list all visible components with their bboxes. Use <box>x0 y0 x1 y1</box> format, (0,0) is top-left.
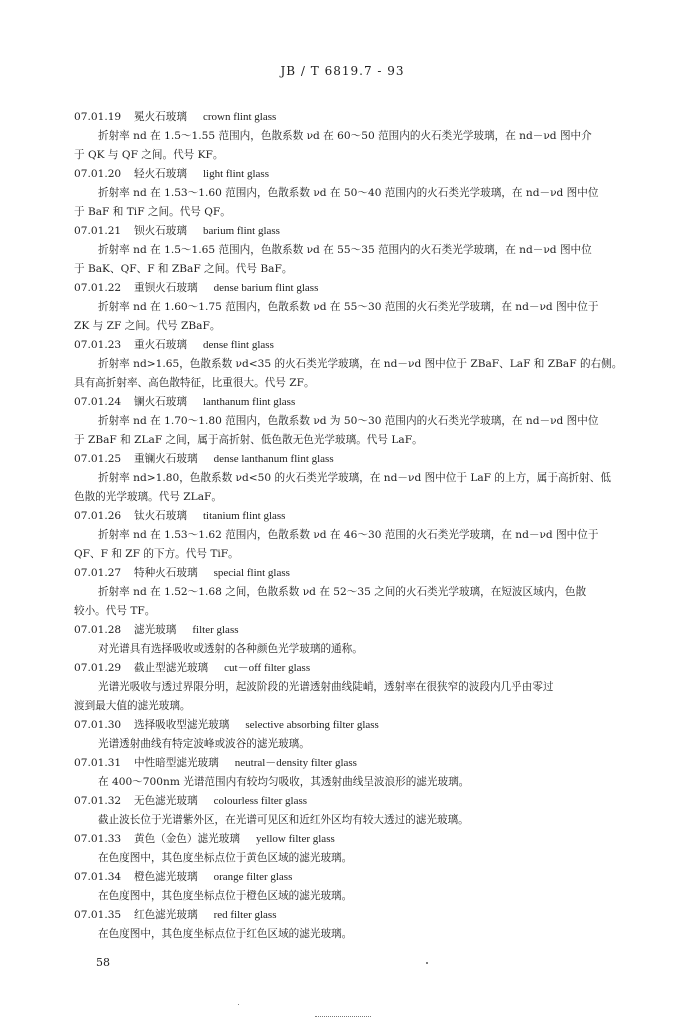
term-heading <box>0 830 685 849</box>
term-definition-line: 在色度图中，其色度坐标点位于红色区域的滤光玻璃。 <box>98 928 353 940</box>
term-chinese: 轻火石玻璃 <box>134 168 187 180</box>
term-definition-line: 渡到最大值的滤光玻璃。 <box>74 700 191 712</box>
term-definition-line: 较小。代号 TF。 <box>74 605 156 617</box>
term-code: 07.01.23 <box>74 339 122 351</box>
term-definition-line: 折射率 nd 在 1.53～1.60 范围内，色散系数 νd 在 50～40 范围内的火石类光学玻璃，在 nd－νd 图中位 <box>98 187 599 199</box>
term-chinese: 镧火石玻璃 <box>134 396 187 408</box>
term-heading <box>0 868 685 887</box>
term-definition-line: 光谱光吸收与透过界限分明，起波阶段的光谱透射曲线陡峭，透射率在很狭窄的波段内几乎由零过 <box>98 681 554 693</box>
term-definition-line: 折射率 nd 在 1.5～1.55 范围内，色散系数 νd 在 60～50 范围内的火石类光学玻璃，在 nd－νd 图中介 <box>98 130 592 142</box>
term-definition-line: 于 BaF 和 TiF 之间。代号 QF。 <box>74 206 231 218</box>
term-code: 07.01.25 <box>74 453 122 465</box>
term-entry <box>0 165 685 222</box>
term-entry <box>0 868 685 906</box>
term-code: 07.01.24 <box>74 396 122 408</box>
term-chinese: 橙色滤光玻璃 <box>134 871 198 883</box>
term-code: 07.01.21 <box>74 225 122 237</box>
term-definition-line: 具有高折射率、高色散特征，比重很大。代号 ZF。 <box>74 377 315 389</box>
term-english: dense flint glass <box>202 339 274 351</box>
term-definition-line: 折射率 nd 在 1.53～1.62 范围内，色散系数 νd 在 46～30 范围的火石类光学玻璃，在 nd－νd 图中位于 <box>98 529 599 541</box>
term-chinese: 中性暗型滤光玻璃 <box>134 757 219 769</box>
term-definition-line: 折射率 nd>1.80，色散系数 νd<50 的火石类光学玻璃，在 nd－νd 图中位于 LaF 的上方，属于高折射、低 <box>98 472 611 484</box>
term-definition-line: 折射率 nd 在 1.60～1.75 范围内，色散系数 νd 在 55～30 范围的火石类光学玻璃，在 nd－νd 图中位于 <box>98 301 599 313</box>
term-chinese: 冕火石玻璃 <box>134 111 187 123</box>
scan-speck <box>238 1004 239 1005</box>
term-english: titanium flint glass <box>202 510 286 522</box>
term-english: dense barium flint glass <box>213 282 319 294</box>
term-english: filter glass <box>192 624 239 636</box>
term-chinese: 钡火石玻璃 <box>134 225 187 237</box>
term-english: lanthanum flint glass <box>202 396 296 408</box>
term-definition-line: 在色度图中，其色度坐标点位于黄色区域的滤光玻璃。 <box>98 852 353 864</box>
term-definition-line: 截止波长位于光谱紫外区，在光谱可见区和近红外区均有较大透过的滤光玻璃。 <box>98 814 469 826</box>
term-chinese: 重钡火石玻璃 <box>134 282 198 294</box>
term-english: barium flint glass <box>202 225 280 237</box>
term-english: red filter glass <box>213 909 277 921</box>
scan-bottom-mark <box>315 1016 371 1019</box>
term-entry <box>0 716 685 754</box>
term-code: 07.01.27 <box>74 567 122 579</box>
term-english: crown flint glass <box>202 111 277 123</box>
term-heading <box>0 906 685 925</box>
term-definition-line: QF、F 和 ZF 的下方。代号 TiF。 <box>74 548 239 560</box>
term-code: 07.01.32 <box>74 795 122 807</box>
term-code: 07.01.33 <box>74 833 122 845</box>
term-chinese: 选择吸收型滤光玻璃 <box>134 719 230 731</box>
term-definition-line: ZK 与 ZF 之间。代号 ZBaF。 <box>74 320 221 332</box>
term-code: 07.01.22 <box>74 282 122 294</box>
term-entry <box>0 830 685 868</box>
term-definition-line: 光谱透射曲线有特定波峰或波谷的滤光玻璃。 <box>98 738 310 750</box>
term-list <box>0 108 685 944</box>
term-chinese: 钛火石玻璃 <box>134 510 187 522</box>
term-code: 07.01.28 <box>74 624 122 636</box>
term-chinese: 无色滤光玻璃 <box>134 795 198 807</box>
term-english: dense lanthanum flint glass <box>213 453 334 465</box>
term-chinese: 重火石玻璃 <box>134 339 187 351</box>
term-definition-line: 折射率 nd 在 1.70～1.80 范围内，色散系数 νd 为 50～30 范围内的火石类光学玻璃，在 nd－νd 图中位 <box>98 415 599 427</box>
term-entry <box>0 906 685 944</box>
term-chinese: 滤光玻璃 <box>134 624 177 636</box>
term-definition-line: 折射率 nd 在 1.52～1.68 之间，色散系数 νd 在 52～35 之间的火石类光学玻璃，在短波区域内，色散 <box>98 586 587 598</box>
term-heading <box>0 564 685 583</box>
term-chinese: 红色滤光玻璃 <box>134 909 198 921</box>
term-code: 07.01.19 <box>74 111 122 123</box>
term-english: special flint glass <box>213 567 290 579</box>
term-definition-line: 折射率 nd 在 1.5～1.65 范围内，色散系数 νd 在 55～35 范围内的火石类光学玻璃，在 nd－νd 图中位 <box>98 244 592 256</box>
term-chinese: 黄色（金色）滤光玻璃 <box>134 833 240 845</box>
term-english: selective absorbing filter glass <box>245 719 379 731</box>
term-entry <box>0 336 685 393</box>
term-code: 07.01.30 <box>74 719 122 731</box>
term-chinese: 截止型滤光玻璃 <box>134 662 209 674</box>
term-heading <box>0 108 685 127</box>
term-code: 07.01.20 <box>74 168 122 180</box>
term-entry <box>0 108 685 165</box>
term-entry <box>0 279 685 336</box>
term-code: 07.01.26 <box>74 510 122 522</box>
term-english: yellow filter glass <box>255 833 335 845</box>
scan-speck <box>426 962 428 964</box>
term-entry <box>0 222 685 279</box>
term-heading <box>0 336 685 355</box>
term-heading <box>0 279 685 298</box>
term-entry <box>0 792 685 830</box>
term-entry <box>0 754 685 792</box>
term-heading <box>0 716 685 735</box>
term-chinese: 特种火石玻璃 <box>134 567 198 579</box>
term-code: 07.01.29 <box>74 662 122 674</box>
term-heading <box>0 792 685 811</box>
term-heading <box>0 165 685 184</box>
page-number: 58 <box>96 956 110 969</box>
term-definition-line: 在 400～700nm 光谱范围内有较均匀吸收，其透射曲线呈波浪形的滤光玻璃。 <box>98 776 470 788</box>
term-heading <box>0 450 685 469</box>
term-heading <box>0 222 685 241</box>
term-definition-line: 于 QK 与 QF 之间。代号 KF。 <box>74 149 224 161</box>
term-entry <box>0 621 685 659</box>
term-definition-line: 在色度图中，其色度坐标点位于橙色区域的滤光玻璃。 <box>98 890 353 902</box>
term-heading <box>0 621 685 640</box>
term-english: neutral－density filter glass <box>234 757 357 769</box>
term-english: light flint glass <box>202 168 269 180</box>
term-english: orange filter glass <box>213 871 293 883</box>
term-entry <box>0 507 685 564</box>
term-definition-line: 于 BaK、QF、F 和 ZBaF 之间。代号 BaF。 <box>74 263 293 275</box>
term-entry <box>0 564 685 621</box>
term-definition-line: 于 ZBaF 和 ZLaF 之间，属于高折射、低色散无色光学玻璃。代号 LaF。 <box>74 434 423 446</box>
term-english: colourless filter glass <box>213 795 308 807</box>
term-heading <box>0 659 685 678</box>
term-heading <box>0 754 685 773</box>
term-definition-line: 色散的光学玻璃。代号 ZLaF。 <box>74 491 222 503</box>
page-header: JB / T 6819.7 - 93 <box>280 64 405 78</box>
term-code: 07.01.34 <box>74 871 122 883</box>
term-definition-line: 折射率 nd>1.65，色散系数 νd<35 的火石类光学玻璃，在 nd－νd 图中位于 ZBaF、LaF 和 ZBaF 的右侧。 <box>98 358 623 370</box>
term-english: cut－off filter glass <box>224 662 311 674</box>
term-code: 07.01.31 <box>74 757 122 769</box>
term-chinese: 重镧火石玻璃 <box>134 453 198 465</box>
term-definition-line: 对光谱具有选择吸收或透射的各种颜色光学玻璃的通称。 <box>98 643 363 655</box>
term-code: 07.01.35 <box>74 909 122 921</box>
term-heading <box>0 507 685 526</box>
term-entry <box>0 450 685 507</box>
term-entry <box>0 393 685 450</box>
term-entry <box>0 659 685 716</box>
term-heading <box>0 393 685 412</box>
